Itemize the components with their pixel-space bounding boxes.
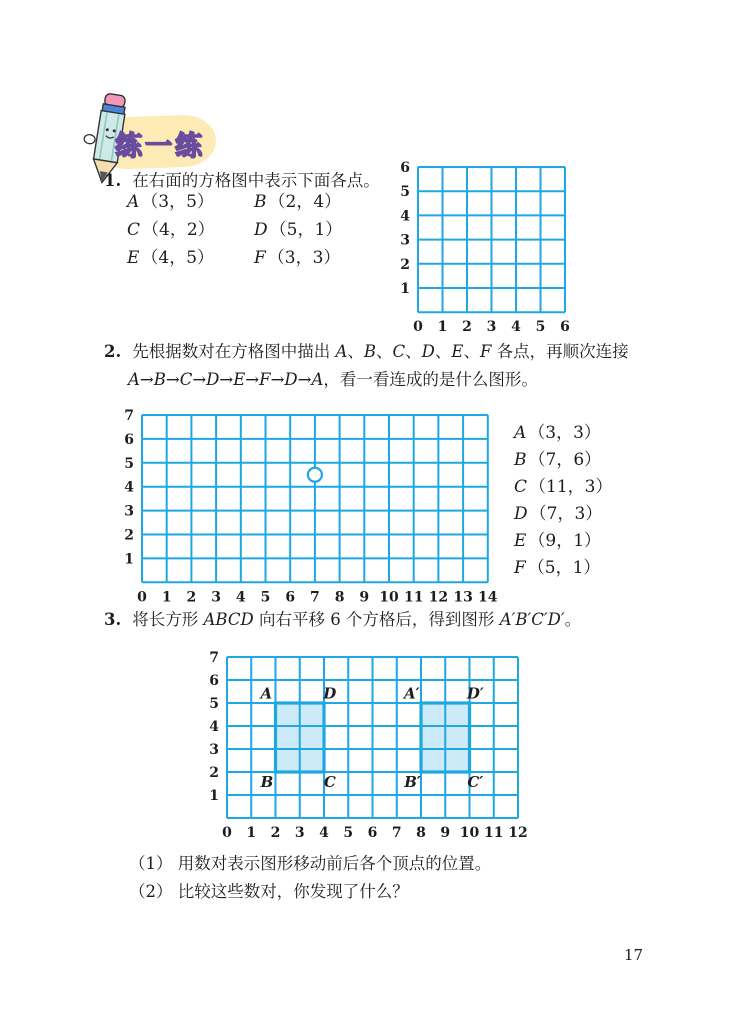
problem3-heading bbox=[104, 609, 581, 631]
svg-text:D′: D′ bbox=[466, 684, 484, 703]
point-d: D （5，1） bbox=[254, 220, 343, 240]
svg-text:A: A bbox=[260, 684, 273, 703]
svg-text:4: 4 bbox=[400, 208, 410, 225]
problem1-number: 1. bbox=[104, 171, 122, 190]
point-a: A （3，3） bbox=[514, 423, 601, 443]
problem2-text-line2: A→B→C→D→E→F→D→A，看一看连成的是什么图形。 bbox=[128, 370, 538, 389]
svg-text:4: 4 bbox=[511, 319, 521, 336]
svg-text:0: 0 bbox=[222, 825, 232, 841]
problem3-subquestion-1: （1） 用数对表示图形移动前后各个顶点的位置。 bbox=[129, 854, 492, 873]
svg-text:5: 5 bbox=[209, 696, 219, 712]
svg-text:2: 2 bbox=[124, 527, 134, 544]
svg-text:3: 3 bbox=[400, 232, 410, 249]
problem1-point-list bbox=[127, 192, 404, 269]
svg-text:12: 12 bbox=[428, 589, 449, 606]
point-c: C （11，3） bbox=[514, 477, 613, 497]
svg-text:1: 1 bbox=[209, 788, 219, 804]
svg-text:2: 2 bbox=[270, 825, 281, 841]
svg-text:10: 10 bbox=[379, 589, 399, 606]
svg-text:5: 5 bbox=[124, 455, 134, 472]
problem2-heading bbox=[104, 341, 629, 363]
svg-text:8: 8 bbox=[334, 589, 345, 606]
svg-text:7: 7 bbox=[310, 589, 320, 606]
svg-text:5: 5 bbox=[260, 589, 271, 606]
svg-text:1: 1 bbox=[161, 589, 172, 606]
svg-text:C′: C′ bbox=[467, 773, 484, 792]
svg-text:6: 6 bbox=[209, 673, 219, 689]
svg-text:6: 6 bbox=[560, 319, 570, 336]
problem3-subquestion-2: （2） 比较这些数对，你发现了什么？ bbox=[129, 882, 409, 901]
svg-text:3: 3 bbox=[294, 825, 305, 841]
svg-text:4: 4 bbox=[319, 825, 329, 841]
problem2-text-line1: 先根据数对在方格图中描出 A、B、C、D、E、F 各点，再顺次连接 bbox=[132, 342, 629, 361]
svg-text:2: 2 bbox=[462, 319, 472, 336]
svg-text:14: 14 bbox=[478, 589, 498, 606]
svg-text:7: 7 bbox=[209, 650, 219, 666]
point-b: B （2，4） bbox=[254, 192, 342, 212]
svg-text:C: C bbox=[323, 773, 336, 792]
svg-text:6: 6 bbox=[285, 589, 296, 606]
point-f: F （5，1） bbox=[514, 558, 601, 578]
svg-text:2: 2 bbox=[400, 256, 410, 273]
point-b: B （7，6） bbox=[514, 450, 602, 470]
problem2-point-list bbox=[514, 420, 612, 582]
svg-text:A′: A′ bbox=[403, 684, 420, 703]
svg-text:1: 1 bbox=[246, 825, 257, 841]
svg-text:0: 0 bbox=[137, 589, 147, 606]
svg-text:11: 11 bbox=[484, 825, 504, 841]
svg-text:6: 6 bbox=[400, 160, 410, 176]
svg-text:4: 4 bbox=[209, 719, 219, 735]
svg-text:2: 2 bbox=[209, 765, 219, 781]
page-number: 17 bbox=[624, 946, 644, 964]
svg-text:3: 3 bbox=[124, 503, 134, 520]
svg-text:12: 12 bbox=[508, 825, 528, 841]
practice-badge-label: 练一练 bbox=[115, 131, 205, 162]
svg-text:6: 6 bbox=[124, 431, 134, 448]
svg-text:6: 6 bbox=[367, 825, 378, 841]
svg-text:7: 7 bbox=[391, 825, 402, 841]
svg-text:3: 3 bbox=[211, 589, 221, 606]
svg-text:7: 7 bbox=[124, 408, 134, 424]
svg-text:5: 5 bbox=[343, 825, 354, 841]
svg-text:13: 13 bbox=[453, 589, 473, 606]
svg-text:11: 11 bbox=[403, 589, 424, 606]
svg-text:1: 1 bbox=[400, 281, 410, 297]
svg-text:10: 10 bbox=[459, 825, 480, 841]
svg-text:B′: B′ bbox=[404, 773, 421, 792]
point-e: E （4，5） bbox=[127, 248, 215, 268]
problem1-heading bbox=[104, 170, 380, 192]
svg-text:5: 5 bbox=[535, 319, 546, 336]
svg-text:3: 3 bbox=[209, 742, 219, 758]
problem1-text: 在右面的方格图中表示下面各点。 bbox=[132, 171, 380, 190]
point-d: D （7，3） bbox=[514, 504, 603, 524]
problem1-coordinate-grid bbox=[390, 159, 583, 342]
svg-text:8: 8 bbox=[416, 825, 426, 841]
point-e: E （9，1） bbox=[514, 531, 602, 551]
problem3-text: 将长方形 ABCD 向右平移 6 个方格后，得到图形 A′B′C′D′。 bbox=[132, 610, 582, 629]
problem2-number: 2. bbox=[104, 342, 122, 361]
problem3-coordinate-grid bbox=[199, 649, 536, 848]
svg-text:4: 4 bbox=[124, 479, 134, 496]
svg-text:D: D bbox=[323, 684, 337, 703]
svg-text:9: 9 bbox=[359, 589, 370, 606]
svg-text:4: 4 bbox=[235, 589, 246, 606]
svg-text:9: 9 bbox=[440, 825, 451, 841]
svg-text:0: 0 bbox=[413, 319, 423, 336]
point-c: C （4，2） bbox=[127, 220, 215, 240]
point-f: F （3，3） bbox=[254, 248, 341, 268]
svg-text:1: 1 bbox=[437, 319, 448, 336]
svg-text:1: 1 bbox=[124, 551, 134, 568]
problem2-coordinate-grid bbox=[114, 407, 506, 612]
point-a: A （3，5） bbox=[127, 192, 214, 212]
svg-text:3: 3 bbox=[486, 319, 497, 336]
svg-text:5: 5 bbox=[400, 184, 410, 201]
svg-text:B: B bbox=[260, 773, 274, 792]
svg-text:2: 2 bbox=[186, 589, 197, 606]
problem3-number: 3. bbox=[104, 610, 122, 629]
